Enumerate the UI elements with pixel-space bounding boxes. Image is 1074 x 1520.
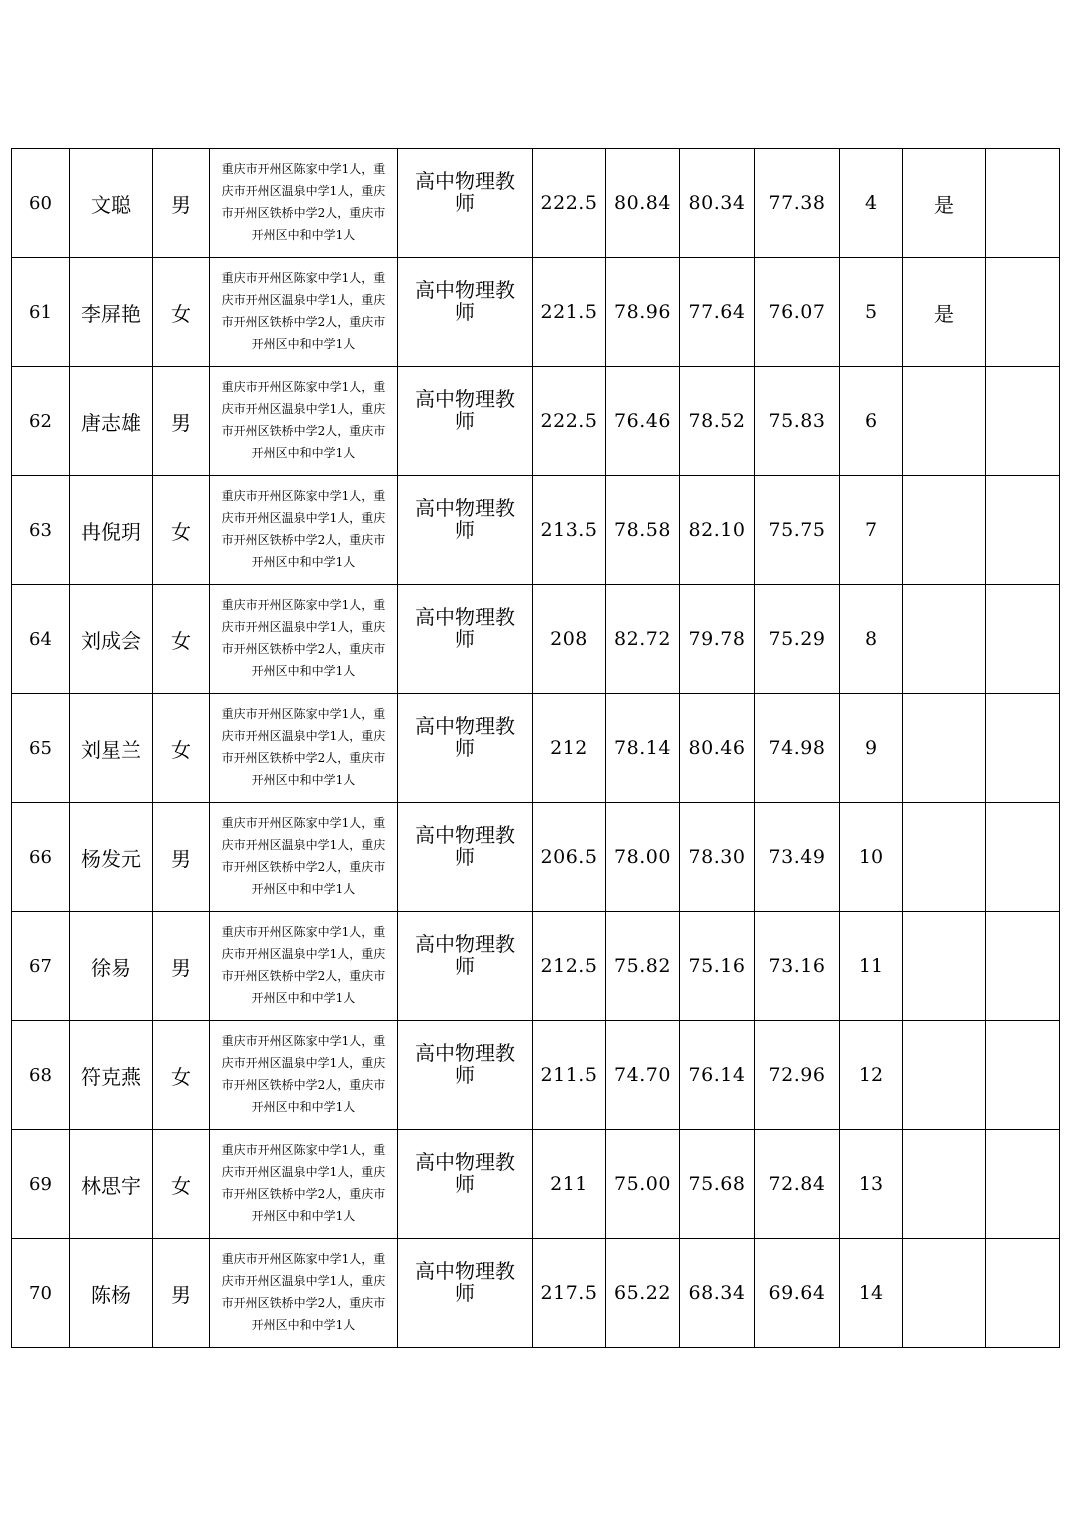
total-score-cell: 76.07 [755, 258, 840, 367]
score-b-cell: 78.52 [680, 367, 755, 476]
rank-cell: 4 [840, 149, 903, 258]
name-cell: 李屏艳 [70, 258, 153, 367]
check-cell [903, 694, 986, 803]
written-score-cell: 221.5 [533, 258, 606, 367]
written-score-cell: 212.5 [533, 912, 606, 1021]
seq-cell: 67 [12, 912, 70, 1021]
table-row [12, 1130, 1060, 1239]
rank-cell: 8 [840, 585, 903, 694]
total-score-cell: 73.16 [755, 912, 840, 1021]
score-b-cell: 76.14 [680, 1021, 755, 1130]
name-cell: 林思宇 [70, 1130, 153, 1239]
total-score-cell: 74.98 [755, 694, 840, 803]
score-a-cell: 78.00 [606, 803, 680, 912]
table-row [12, 1239, 1060, 1348]
total-score-cell: 75.29 [755, 585, 840, 694]
name-cell: 符克燕 [70, 1021, 153, 1130]
written-score-cell: 222.5 [533, 367, 606, 476]
note-cell [986, 694, 1060, 803]
name-cell: 陈杨 [70, 1239, 153, 1348]
position-cell [398, 476, 533, 585]
check-cell [903, 367, 986, 476]
score-b-cell: 77.64 [680, 258, 755, 367]
total-score-cell: 75.75 [755, 476, 840, 585]
plan-text: 重庆市开州区陈家中学1人，重庆市开州区温泉中学1人，重庆市开州区铁桥中学2人，重庆市开州区中和中学1人 [221, 816, 386, 896]
note-cell [986, 585, 1060, 694]
plan-cell [210, 1239, 398, 1348]
plan-text: 重庆市开州区陈家中学1人，重庆市开州区温泉中学1人，重庆市开州区铁桥中学2人，重庆市开州区中和中学1人 [221, 925, 386, 1005]
written-score-cell: 211 [533, 1130, 606, 1239]
name-cell: 唐志雄 [70, 367, 153, 476]
table-row [12, 1021, 1060, 1130]
position-cell [398, 149, 533, 258]
position-text: 高中物理教师 [415, 278, 515, 324]
table-row [12, 258, 1060, 367]
score-a-cell: 76.46 [606, 367, 680, 476]
rank-cell: 11 [840, 912, 903, 1021]
score-a-cell: 75.82 [606, 912, 680, 1021]
plan-cell [210, 585, 398, 694]
score-a-cell: 80.84 [606, 149, 680, 258]
plan-text: 重庆市开州区陈家中学1人，重庆市开州区温泉中学1人，重庆市开州区铁桥中学2人，重庆市开州区中和中学1人 [221, 271, 386, 351]
seq-cell: 68 [12, 1021, 70, 1130]
gender-cell: 女 [153, 1021, 210, 1130]
note-cell [986, 149, 1060, 258]
plan-text: 重庆市开州区陈家中学1人，重庆市开州区温泉中学1人，重庆市开州区铁桥中学2人，重庆市开州区中和中学1人 [221, 489, 386, 569]
total-score-cell: 72.84 [755, 1130, 840, 1239]
score-b-cell: 82.10 [680, 476, 755, 585]
seq-cell: 63 [12, 476, 70, 585]
plan-text: 重庆市开州区陈家中学1人，重庆市开州区温泉中学1人，重庆市开州区铁桥中学2人，重庆市开州区中和中学1人 [221, 380, 386, 460]
check-cell [903, 1130, 986, 1239]
score-b-cell: 80.46 [680, 694, 755, 803]
plan-cell [210, 912, 398, 1021]
gender-cell: 女 [153, 258, 210, 367]
table-row [12, 803, 1060, 912]
gender-cell: 女 [153, 585, 210, 694]
score-a-cell: 78.96 [606, 258, 680, 367]
check-cell [903, 1021, 986, 1130]
seq-cell: 64 [12, 585, 70, 694]
table-row [12, 367, 1060, 476]
plan-cell [210, 1130, 398, 1239]
score-b-cell: 68.34 [680, 1239, 755, 1348]
check-cell [903, 585, 986, 694]
note-cell [986, 1239, 1060, 1348]
name-cell: 刘成会 [70, 585, 153, 694]
rank-cell: 7 [840, 476, 903, 585]
note-cell [986, 1130, 1060, 1239]
position-text: 高中物理教师 [415, 823, 515, 869]
position-cell [398, 912, 533, 1021]
seq-cell: 61 [12, 258, 70, 367]
table-row [12, 585, 1060, 694]
name-cell: 文聪 [70, 149, 153, 258]
gender-cell: 女 [153, 1130, 210, 1239]
gender-cell: 男 [153, 803, 210, 912]
check-cell: 是 [903, 258, 986, 367]
plan-cell [210, 694, 398, 803]
rank-cell: 10 [840, 803, 903, 912]
rank-cell: 14 [840, 1239, 903, 1348]
score-b-cell: 79.78 [680, 585, 755, 694]
score-a-cell: 78.14 [606, 694, 680, 803]
position-cell [398, 1021, 533, 1130]
plan-cell [210, 258, 398, 367]
rank-cell: 12 [840, 1021, 903, 1130]
gender-cell: 男 [153, 912, 210, 1021]
note-cell [986, 912, 1060, 1021]
seq-cell: 66 [12, 803, 70, 912]
score-a-cell: 75.00 [606, 1130, 680, 1239]
position-cell [398, 694, 533, 803]
table-body [12, 149, 1060, 1348]
table-row [12, 149, 1060, 258]
table-row [12, 476, 1060, 585]
check-cell [903, 1239, 986, 1348]
table-row [12, 912, 1060, 1021]
written-score-cell: 212 [533, 694, 606, 803]
name-cell: 徐易 [70, 912, 153, 1021]
gender-cell: 女 [153, 476, 210, 585]
written-score-cell: 213.5 [533, 476, 606, 585]
written-score-cell: 208 [533, 585, 606, 694]
note-cell [986, 803, 1060, 912]
score-a-cell: 65.22 [606, 1239, 680, 1348]
plan-cell [210, 1021, 398, 1130]
seq-cell: 65 [12, 694, 70, 803]
gender-cell: 男 [153, 367, 210, 476]
written-score-cell: 206.5 [533, 803, 606, 912]
score-a-cell: 82.72 [606, 585, 680, 694]
rank-cell: 5 [840, 258, 903, 367]
position-cell [398, 1239, 533, 1348]
score-b-cell: 80.34 [680, 149, 755, 258]
plan-text: 重庆市开州区陈家中学1人，重庆市开州区温泉中学1人，重庆市开州区铁桥中学2人，重庆市开州区中和中学1人 [221, 1252, 386, 1332]
position-text: 高中物理教师 [415, 387, 515, 433]
position-text: 高中物理教师 [415, 496, 515, 542]
gender-cell: 女 [153, 694, 210, 803]
position-text: 高中物理教师 [415, 1150, 515, 1196]
score-a-cell: 74.70 [606, 1021, 680, 1130]
position-text: 高中物理教师 [415, 932, 515, 978]
note-cell [986, 367, 1060, 476]
position-cell [398, 803, 533, 912]
plan-cell [210, 367, 398, 476]
name-cell: 冉倪玥 [70, 476, 153, 585]
note-cell [986, 476, 1060, 585]
note-cell [986, 258, 1060, 367]
rank-cell: 9 [840, 694, 903, 803]
table-row [12, 694, 1060, 803]
check-cell [903, 912, 986, 1021]
plan-cell [210, 803, 398, 912]
total-score-cell: 75.83 [755, 367, 840, 476]
position-text: 高中物理教师 [415, 1259, 515, 1305]
position-cell [398, 367, 533, 476]
written-score-cell: 217.5 [533, 1239, 606, 1348]
position-text: 高中物理教师 [415, 1041, 515, 1087]
score-b-cell: 78.30 [680, 803, 755, 912]
plan-cell [210, 149, 398, 258]
total-score-cell: 73.49 [755, 803, 840, 912]
name-cell: 刘星兰 [70, 694, 153, 803]
position-text: 高中物理教师 [415, 169, 515, 215]
score-b-cell: 75.16 [680, 912, 755, 1021]
check-cell: 是 [903, 149, 986, 258]
position-text: 高中物理教师 [415, 605, 515, 651]
seq-cell: 69 [12, 1130, 70, 1239]
plan-text: 重庆市开州区陈家中学1人，重庆市开州区温泉中学1人，重庆市开州区铁桥中学2人，重庆市开州区中和中学1人 [221, 707, 386, 787]
rank-cell: 13 [840, 1130, 903, 1239]
score-a-cell: 78.58 [606, 476, 680, 585]
score-b-cell: 75.68 [680, 1130, 755, 1239]
check-cell [903, 476, 986, 585]
plan-cell [210, 476, 398, 585]
written-score-cell: 222.5 [533, 149, 606, 258]
plan-text: 重庆市开州区陈家中学1人，重庆市开州区温泉中学1人，重庆市开州区铁桥中学2人，重庆市开州区中和中学1人 [221, 162, 386, 242]
position-cell [398, 1130, 533, 1239]
plan-text: 重庆市开州区陈家中学1人，重庆市开州区温泉中学1人，重庆市开州区铁桥中学2人，重庆市开州区中和中学1人 [221, 598, 386, 678]
name-cell: 杨发元 [70, 803, 153, 912]
gender-cell: 男 [153, 149, 210, 258]
position-cell [398, 585, 533, 694]
seq-cell: 70 [12, 1239, 70, 1348]
plan-text: 重庆市开州区陈家中学1人，重庆市开州区温泉中学1人，重庆市开州区铁桥中学2人，重庆市开州区中和中学1人 [221, 1143, 386, 1223]
gender-cell: 男 [153, 1239, 210, 1348]
total-score-cell: 69.64 [755, 1239, 840, 1348]
total-score-cell: 72.96 [755, 1021, 840, 1130]
plan-text: 重庆市开州区陈家中学1人，重庆市开州区温泉中学1人，重庆市开州区铁桥中学2人，重庆市开州区中和中学1人 [221, 1034, 386, 1114]
check-cell [903, 803, 986, 912]
written-score-cell: 211.5 [533, 1021, 606, 1130]
seq-cell: 62 [12, 367, 70, 476]
note-cell [986, 1021, 1060, 1130]
score-table [11, 148, 1060, 1348]
seq-cell: 60 [12, 149, 70, 258]
rank-cell: 6 [840, 367, 903, 476]
total-score-cell: 77.38 [755, 149, 840, 258]
position-text: 高中物理教师 [415, 714, 515, 760]
position-cell [398, 258, 533, 367]
